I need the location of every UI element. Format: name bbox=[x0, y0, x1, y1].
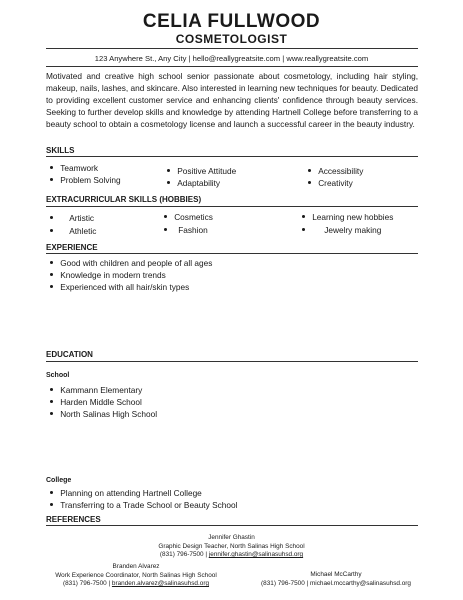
reference-card bbox=[50, 563, 222, 589]
contact-line bbox=[0, 53, 463, 64]
bullet-icon bbox=[302, 228, 305, 231]
bullet-icon bbox=[50, 285, 53, 288]
college-item: Transferring to a Trade School or Beauty School bbox=[50, 500, 237, 511]
bullet-icon bbox=[167, 169, 170, 172]
skill-item: Teamwork bbox=[50, 163, 98, 174]
hobby-item: Learning new hobbies bbox=[302, 212, 393, 223]
experience-item: Knowledge in modern trends bbox=[50, 270, 166, 281]
skills-heading: SKILLS bbox=[46, 146, 75, 155]
skills-divider bbox=[46, 156, 418, 157]
contact-separator: | bbox=[188, 54, 191, 63]
contact-email[interactable]: hello@reallygreatsite.com bbox=[192, 54, 281, 63]
reference-phone: (831) 796-7500 bbox=[159, 551, 204, 559]
hobby-item: Jewelry making bbox=[302, 225, 381, 236]
education-divider bbox=[46, 361, 418, 362]
reference-card bbox=[250, 571, 422, 588]
bullet-icon bbox=[50, 412, 53, 415]
skill-item: Creativity bbox=[308, 178, 353, 189]
school-item: Kammann Elementary bbox=[50, 385, 142, 396]
contact-address: 123 Anywhere St., Any City bbox=[94, 54, 187, 63]
experience-item: Experienced with all hair/skin types bbox=[50, 282, 189, 293]
reference-phone: (831) 796-7500 bbox=[261, 579, 305, 587]
skill-item: Adaptability bbox=[167, 178, 220, 189]
extracurricular-heading: EXTRACURRICULAR SKILLS (HOBBIES) bbox=[46, 195, 202, 204]
extracurricular-divider bbox=[46, 206, 418, 207]
reference-separator: | bbox=[306, 579, 309, 587]
bullet-icon bbox=[164, 228, 167, 231]
references-heading: REFERENCES bbox=[46, 515, 101, 524]
contact-separator: | bbox=[282, 54, 285, 63]
reference-contact bbox=[0, 551, 463, 560]
hobby-item: Artistic bbox=[50, 213, 94, 224]
resume-job-title: COSMETOLOGIST bbox=[175, 32, 288, 46]
reference-contact bbox=[250, 580, 422, 589]
skill-item: Problem Solving bbox=[50, 175, 121, 186]
bullet-icon bbox=[308, 169, 311, 172]
resume-name: CELIA FULLWOOD bbox=[142, 11, 321, 32]
bullet-icon bbox=[50, 216, 53, 219]
school-item: North Salinas High School bbox=[50, 409, 157, 420]
experience-item: Good with children and people of all ages bbox=[50, 258, 212, 269]
references-divider bbox=[46, 525, 418, 526]
header-bottom-divider bbox=[46, 66, 418, 67]
experience-heading: EXPERIENCE bbox=[46, 243, 98, 252]
experience-divider bbox=[46, 253, 418, 254]
hobby-item: Fashion bbox=[164, 225, 208, 236]
school-item: Harden Middle School bbox=[50, 397, 142, 408]
hobby-item: Athletic bbox=[50, 226, 96, 237]
contact-website[interactable]: www.reallygreatsite.com bbox=[286, 54, 369, 63]
reference-email[interactable]: jennifer.ghastin@salinasuhsd.org bbox=[208, 551, 304, 559]
reference-name: Jennifer Ghastin bbox=[208, 534, 255, 541]
bullet-icon bbox=[167, 181, 170, 184]
reference-name: Branden Alvarez bbox=[112, 563, 160, 570]
reference-email[interactable]: branden.alvarez@salinasuhsd.org bbox=[111, 580, 210, 588]
reference-name: Michael McCarthy bbox=[310, 571, 362, 578]
reference-email[interactable]: michael.mccarthy@salinasuhsd.org bbox=[309, 579, 411, 587]
bullet-icon bbox=[50, 503, 53, 506]
header-top-divider bbox=[46, 48, 418, 49]
skill-item: Accessibility bbox=[308, 166, 363, 177]
bullet-icon bbox=[50, 229, 53, 232]
bullet-icon bbox=[50, 166, 53, 169]
bullet-icon bbox=[50, 491, 53, 494]
bullet-icon bbox=[50, 178, 53, 181]
bullet-icon bbox=[50, 261, 53, 264]
hobby-item: Cosmetics bbox=[164, 212, 213, 223]
college-label: College bbox=[46, 477, 72, 484]
bullet-icon bbox=[302, 215, 305, 218]
bullet-icon bbox=[50, 400, 53, 403]
bullet-icon bbox=[308, 181, 311, 184]
reference-separator: | bbox=[108, 580, 111, 588]
reference-contact bbox=[50, 580, 222, 589]
bullet-icon bbox=[50, 388, 53, 391]
reference-phone: (831) 796-7500 bbox=[62, 580, 107, 588]
reference-card bbox=[0, 534, 463, 560]
reference-separator: | bbox=[205, 551, 208, 559]
bullet-icon bbox=[164, 215, 167, 218]
bullet-icon bbox=[50, 273, 53, 276]
skill-item: Positive Attitude bbox=[167, 166, 236, 177]
profile-summary: Motivated and creative high school senior passionate about cosmetology, including hair styling, makeup, nails, lashes, and skincare. Also interested in learning new techniques for beauty. Dedicated to providing excellent customer service and enhancing clients' confidence through beauty services. Seeking to further develop skills and knowledge by attending Hartnell College before transferring to a beauty school to obtain a cosmetology license and launch a successful career in the beauty industry. bbox=[46, 71, 418, 129]
reference-role: Work Experience Coordinator, North Salinas High School bbox=[55, 571, 217, 579]
education-heading: EDUCATION bbox=[46, 350, 93, 359]
college-item: Planning on attending Hartnell College bbox=[50, 488, 202, 499]
school-label: School bbox=[46, 372, 70, 379]
reference-role: Graphic Design Teacher, North Salinas High School bbox=[158, 542, 305, 550]
